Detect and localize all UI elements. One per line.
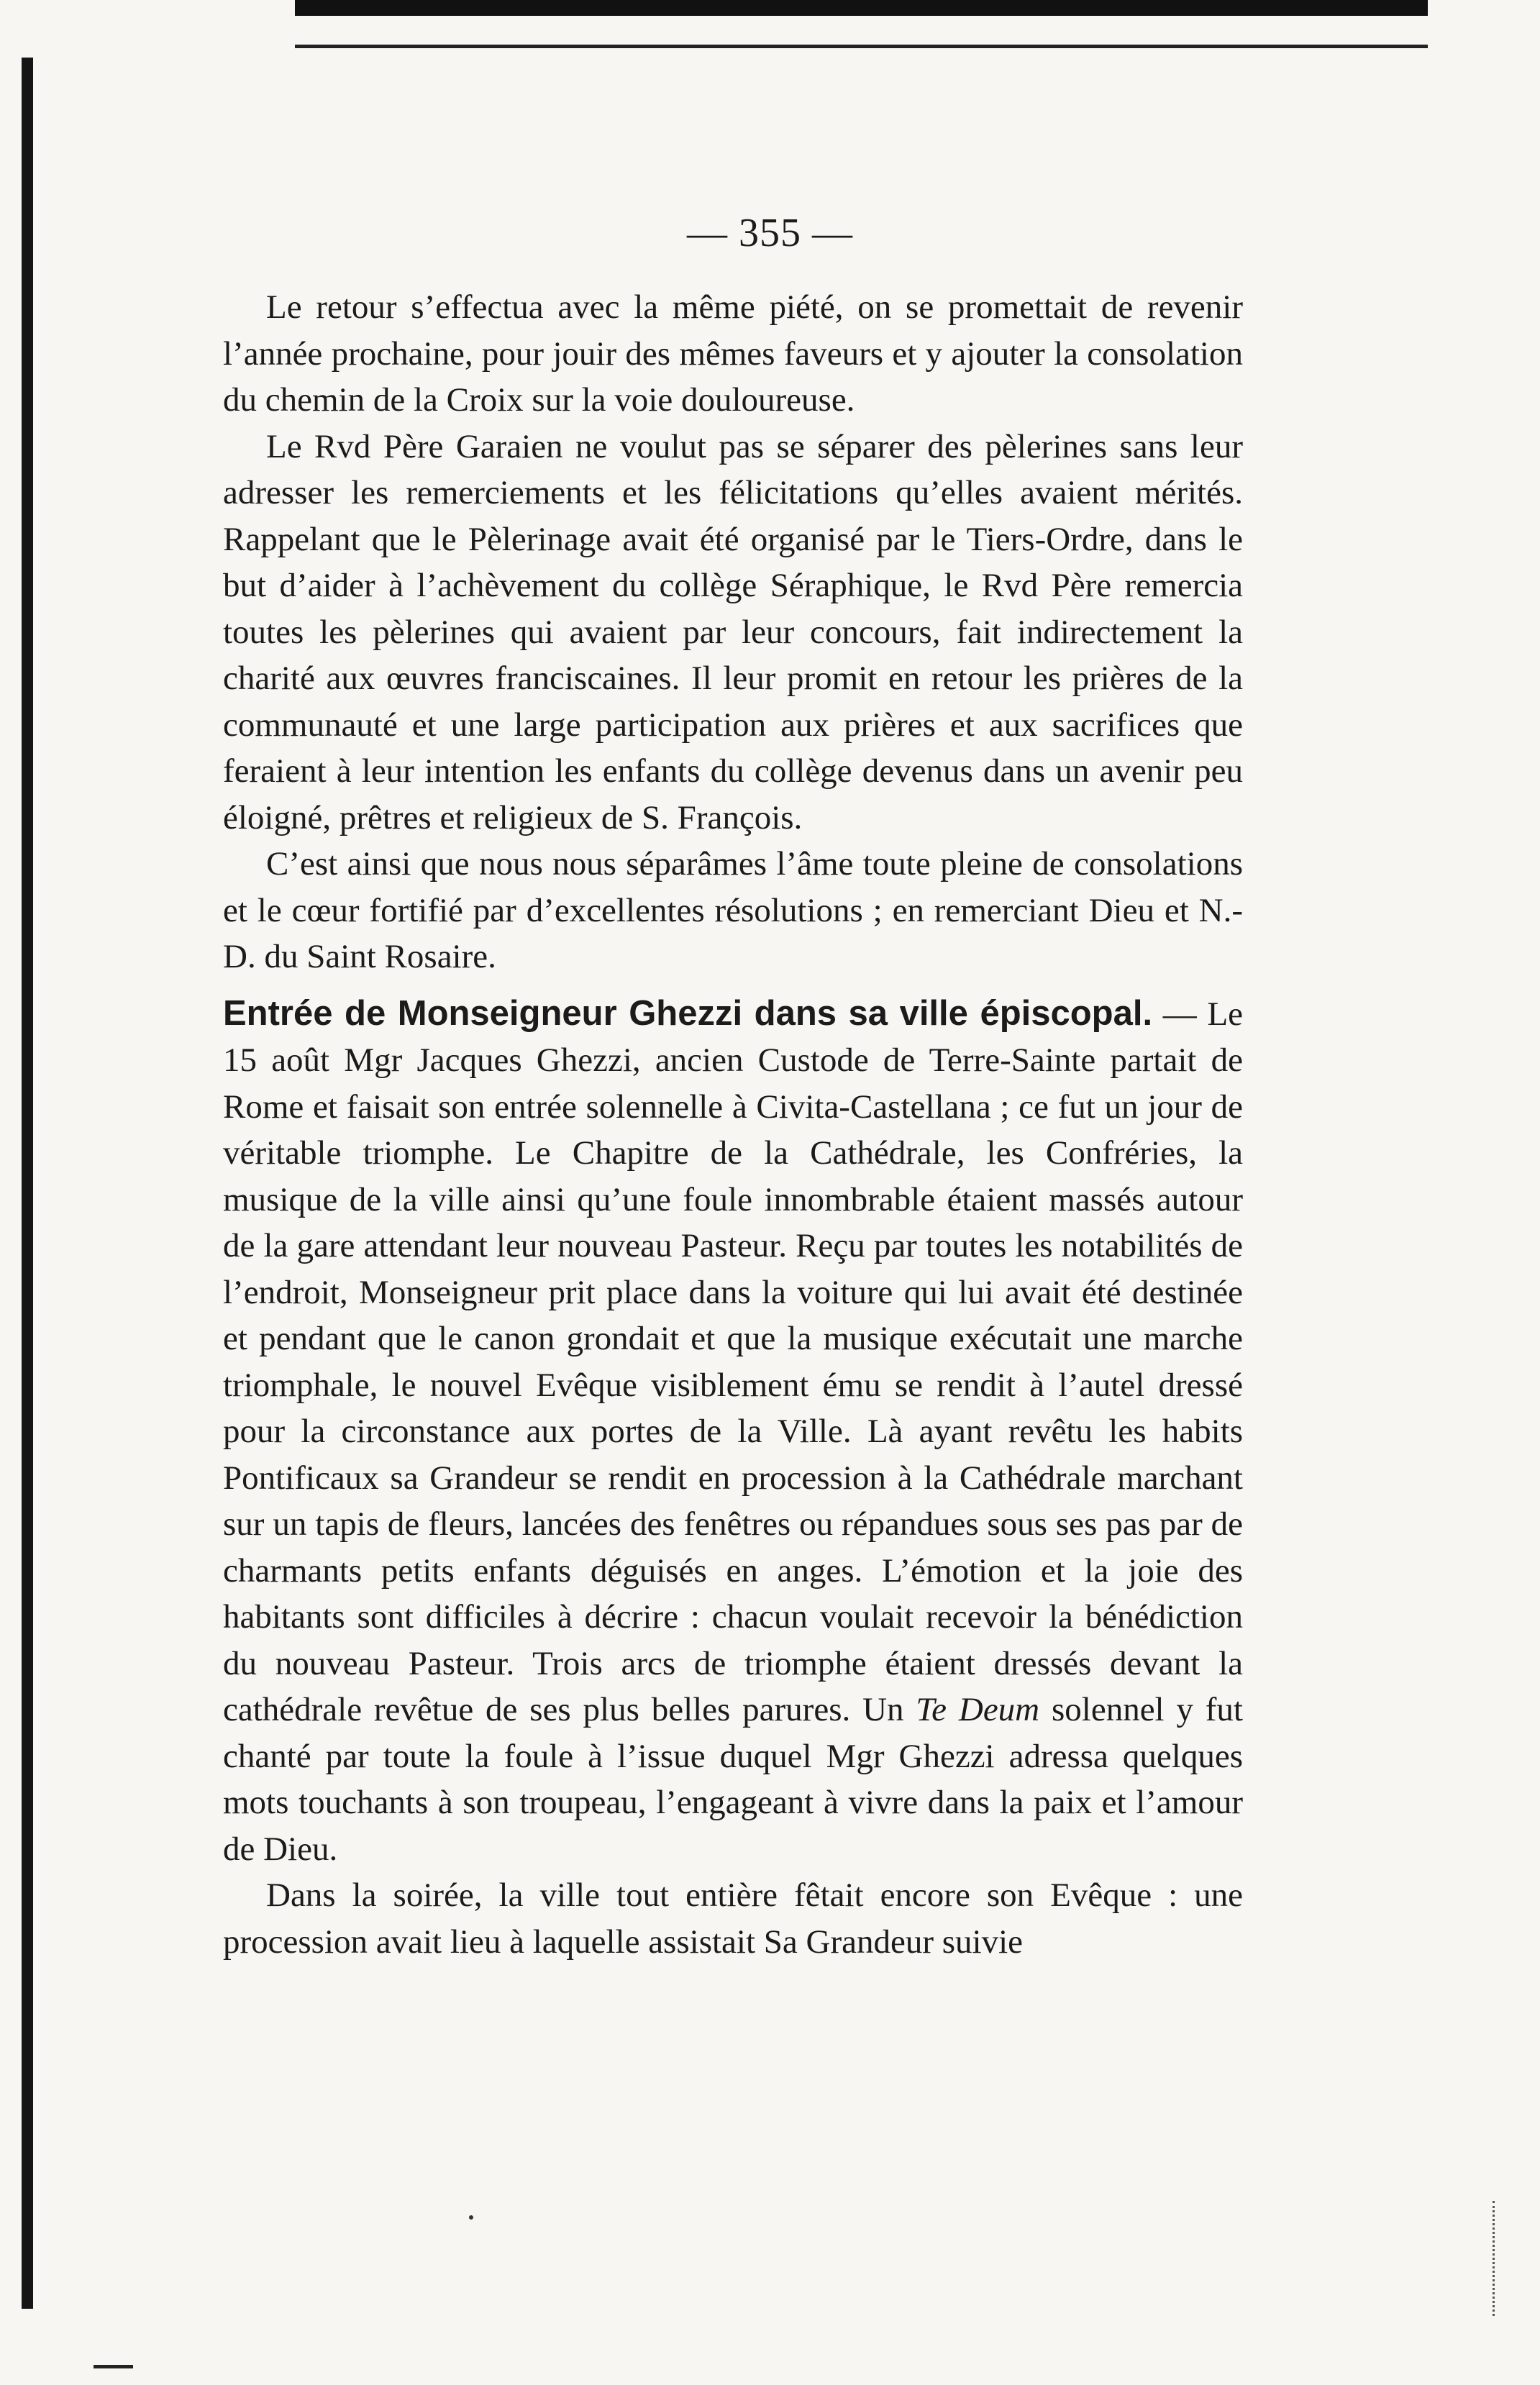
footer-mark	[94, 2365, 133, 2368]
section-body-before: Le 15 août Mgr Jacques Ghezzi, ancien Custode de Terre-Sainte partait de Rome et faisait son entrée solennelle à Civita-Castellana ; ce fut un jour de véritable triomphe. Le Chapitre de la Cathédrale, les Confréries, la musique de la ville ainsi qu’une foule innombrable étaient massés autour de la gare attendant leur nouveau Pasteur. Reçu par toutes les notabilités de l’endroit, Monseigneur prit place dans la voiture qui lui avait été destinée et pendant que le canon grondait et que la musique exécutait une marche triomphale, le nouvel Evêque visiblement ému se rendit à l’autel dressé pour la circonstance aux portes de la Ville. Là ayant revêtu les habits Pontificaux sa Grandeur se rendit en procession à la Cathédrale marchant sur un tapis de fleurs, lancées des fenêtres ou répandues sous ses pas par de charmants petits enfants déguisés en anges. L’émotion et la joie des habitants sont difficiles à décrire : chacun voulait recevoir la bénédiction du nouveau Pasteur. Trois arcs de triomphe étaient dressés devant la cathédrale revêtue de ses plus belles parures. Un	[223, 995, 1244, 1728]
page-number: — 355 —	[687, 211, 853, 255]
section-body-after: solennel y fut chanté par toute la foule à l’issue duquel Mgr Ghezzi adressa quelques mots touchants à son troupeau, l’engageant à vivre dans la paix et l’amour de Dieu.	[223, 1691, 1243, 1868]
section-paragraph	[223, 990, 1243, 1873]
section-title: Entrée de Monseigneur Ghezzi dans sa ville épiscopal.	[223, 993, 1153, 1033]
paragraph-3: C’est ainsi que nous nous séparâmes l’âme toute pleine de consolations et le cœur fortifié par d’excellentes résolutions ; en remerciant Dieu et N.-D. du Saint Rosaire.	[223, 845, 1243, 975]
paragraph-last: Dans la soirée, la ville tout entière fêtait encore son Evêque : une procession avait lieu à laquelle assistait Sa Grandeur suivie	[223, 1876, 1243, 1961]
binding-edge	[22, 58, 33, 2309]
paragraph-2: Le Rvd Père Garaien ne voulut pas se séparer des pèlerines sans leur adresser les remerciements et les félicitations qu’elles avaient mérités. Rappelant que le Pèlerinage avait été organisé par le Tiers-Ordre, dans le but d’aider à l’achèvement du collège Séraphique, le Rvd Père remercia toutes les pèlerines qui avaient par leur concours, fait indirectement la charité aux œuvres franciscaines. Il leur promit en retour les prières de la communauté et une large participation aux prières et aux sacrifices que feraient à leur intention les enfants du collège devenus dans un avenir peu éloigné, prêtres et religieux de S. François.	[223, 427, 1243, 836]
top-thin-rule	[295, 45, 1428, 48]
ink-dot	[469, 2215, 473, 2220]
edge-marks	[1478, 2201, 1495, 2316]
section-italic-title: Te Deum	[916, 1691, 1040, 1728]
top-rule	[295, 0, 1428, 16]
section-dash: —	[1152, 995, 1208, 1033]
paragraph-1: Le retour s’effectua avec la même piété, on se promettait de revenir l’année prochaine, pour jouir des mêmes faveurs et y ajouter la consolation du chemin de la Croix sur la voie douloureuse.	[223, 288, 1243, 419]
page-body	[223, 284, 1243, 1965]
